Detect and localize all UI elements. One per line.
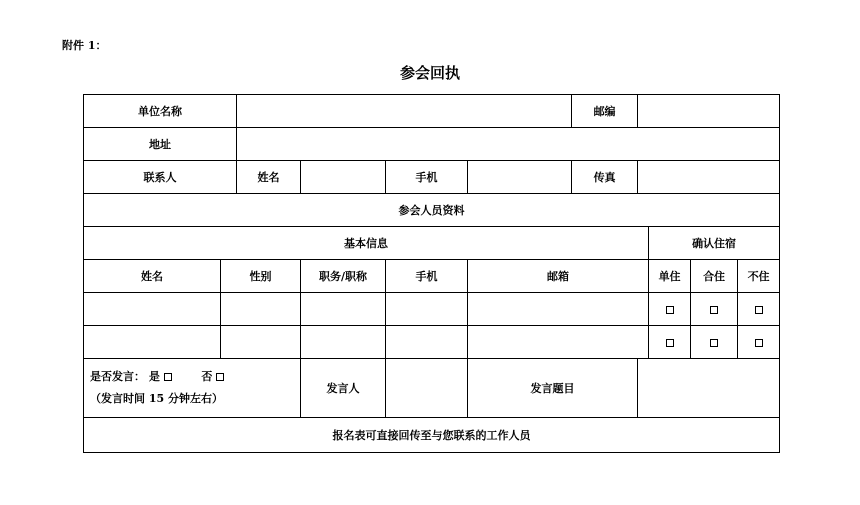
address-label: 地址	[84, 128, 237, 161]
attendee-name-field[interactable]	[84, 293, 221, 326]
col-gender-header: 性别	[221, 260, 301, 293]
confirm-stay-heading: 确认住宿	[649, 227, 780, 260]
speech-time-note: （发言时间 15 分钟左右）	[90, 392, 223, 405]
single-stay-checkbox[interactable]	[666, 306, 674, 314]
single-stay-cell	[649, 293, 691, 326]
fax-field[interactable]	[638, 161, 780, 194]
attachment-label: 附件 1：	[62, 39, 107, 52]
unit-name-label: 单位名称	[84, 95, 237, 128]
shared-stay-checkbox[interactable]	[710, 339, 718, 347]
col-shared-header: 合住	[691, 260, 738, 293]
attendee-gender-field[interactable]	[221, 293, 301, 326]
form-title: 参会回执	[399, 64, 460, 82]
contact-name-field[interactable]	[301, 161, 386, 194]
col-email-header: 邮箱	[468, 260, 649, 293]
postcode-field[interactable]	[638, 95, 780, 128]
attendee-mobile-field[interactable]	[386, 293, 468, 326]
speech-yes-label: 是	[148, 370, 160, 383]
col-single-header: 单住	[649, 260, 691, 293]
shared-stay-cell	[691, 326, 738, 359]
col-name-header: 姓名	[84, 260, 221, 293]
unit-name-field[interactable]	[237, 95, 572, 128]
attendee-email-field[interactable]	[468, 293, 649, 326]
speech-question-cell	[84, 359, 301, 418]
attendee-mobile-field[interactable]	[386, 326, 468, 359]
no-stay-checkbox[interactable]	[755, 306, 763, 314]
col-nostay-header: 不住	[738, 260, 780, 293]
speaker-field[interactable]	[386, 359, 468, 418]
no-stay-cell	[738, 293, 780, 326]
speech-no-label: 否	[201, 370, 213, 383]
no-stay-checkbox[interactable]	[755, 339, 763, 347]
basic-info-heading: 基本信息	[84, 227, 649, 260]
attendee-gender-field[interactable]	[221, 326, 301, 359]
attendee-row	[84, 326, 780, 359]
registration-form-table	[83, 94, 780, 453]
single-stay-cell	[649, 326, 691, 359]
speech-topic-label: 发言题目	[468, 359, 638, 418]
contact-name-label: 姓名	[237, 161, 301, 194]
attendee-info-heading: 参会人员资料	[84, 194, 780, 227]
contact-person-label: 联系人	[84, 161, 237, 194]
attendee-name-field[interactable]	[84, 326, 221, 359]
contact-mobile-label: 手机	[386, 161, 468, 194]
contact-mobile-field[interactable]	[468, 161, 572, 194]
attendee-title-field[interactable]	[301, 326, 386, 359]
col-mobile-header: 手机	[386, 260, 468, 293]
address-field[interactable]	[237, 128, 780, 161]
shared-stay-cell	[691, 293, 738, 326]
shared-stay-checkbox[interactable]	[710, 306, 718, 314]
attendee-email-field[interactable]	[468, 326, 649, 359]
postcode-label: 邮编	[572, 95, 638, 128]
speech-yes-checkbox[interactable]	[164, 373, 172, 381]
speaker-label: 发言人	[301, 359, 386, 418]
col-title-header: 职务/职称	[301, 260, 386, 293]
speech-topic-field[interactable]	[638, 359, 780, 418]
single-stay-checkbox[interactable]	[666, 339, 674, 347]
speech-no-checkbox[interactable]	[216, 373, 224, 381]
fax-label: 传真	[572, 161, 638, 194]
speech-question-label: 是否发言：	[90, 370, 145, 383]
footer-note: 报名表可直接回传至与您联系的工作人员	[84, 418, 780, 453]
attendee-title-field[interactable]	[301, 293, 386, 326]
attendee-row	[84, 293, 780, 326]
no-stay-cell	[738, 326, 780, 359]
